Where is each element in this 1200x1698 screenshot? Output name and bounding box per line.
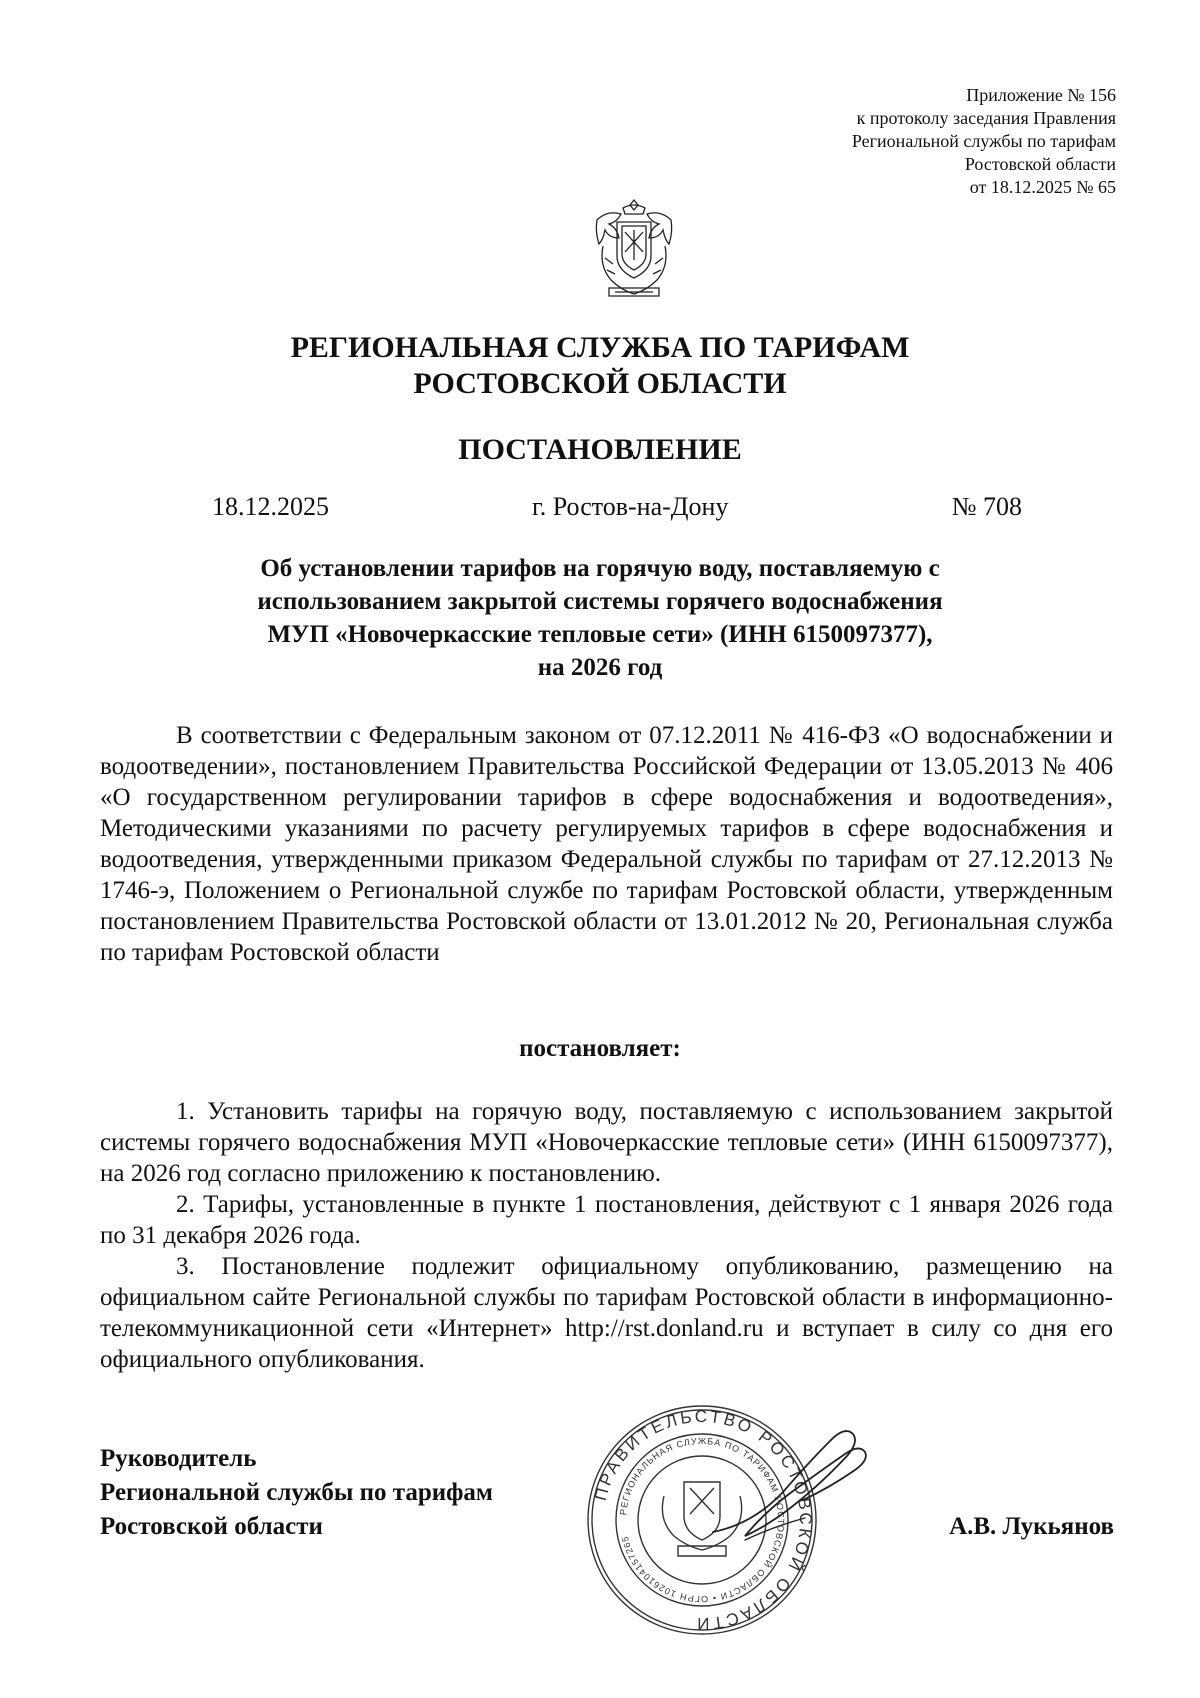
- seal-inner-text: РЕГИОНАЛЬНАЯ СЛУЖБА ПО ТАРИФАМ РОСТОВСКОЙ ОБЛАСТИ • ОГРН 1026104157265: [618, 1435, 787, 1605]
- resolution-item: 3. Постановление подлежит официальному опубликованию, размещению на официальном сайте Региональной службы по тарифам Ростовской области в информационно-телекоммуникационной сети «Интернет» http://rst.donland.ru и вступает в силу со дня его официального опубликования.: [100, 1253, 1113, 1373]
- document-type: ПОСТАНОВЛЕНИЕ: [458, 433, 742, 466]
- signer-title-line: Ростовской области: [100, 1513, 323, 1540]
- subject-line: использованием закрытой системы горячего водоснабжения: [257, 588, 943, 615]
- document-number: № 708: [951, 492, 1022, 521]
- annex-note: [852, 84, 1116, 199]
- annex-line: Приложение № 156: [966, 85, 1116, 105]
- org-line: РЕГИОНАЛЬНАЯ СЛУЖБА ПО ТАРИФАМ: [290, 331, 910, 364]
- document-date: 18.12.2025: [212, 492, 329, 521]
- document-meta: [212, 490, 1022, 524]
- resolution-item: 1. Установить тарифы на горячую воду, поставляемую с использованием закрытой системы горячего водоснабжения МУП «Новочеркасские тепловые сети» (ИНН 6150097377), на 2026 год согласно приложению к постановлению.: [100, 1098, 1113, 1187]
- subject-line: на 2026 год: [537, 654, 663, 681]
- preamble: [100, 720, 1113, 968]
- signer-title-line: Региональной службы по тарифам: [100, 1479, 493, 1506]
- signer-name: А.В. Лукьянов: [949, 1513, 1114, 1540]
- subject-line: МУП «Новочеркасские тепловые сети» (ИНН 6150097377),: [267, 621, 933, 648]
- resolves-heading: постановляет:: [519, 1035, 681, 1062]
- signer-title-line: Руководитель: [100, 1445, 257, 1472]
- organization-name: [0, 330, 1200, 402]
- annex-line: от 18.12.2025 № 65: [969, 177, 1116, 197]
- preamble-paragraph: В соответствии с Федеральным законом от 07.12.2011 № 416-ФЗ «О водоснабжении и водоотведении», постановлением Правительства Российской Федерации от 13.05.2013 № 406 «О государственном регулировании тарифов в сфере водоснабжения и водоотведения», Методическими указаниями по расчету регулируемых тарифов в сфере водоснабжения и водоотведения, утвержденными приказом Федеральной службы по тарифам от 27.12.2013 № 1746-э, Положением о Региональной службе по тарифам Ростовской области, утвержденным постановлением Правительства Ростовской области от 13.01.2012 № 20, Региональная служба по тарифам Ростовской области: [100, 722, 1113, 966]
- org-line: РОСТОВСКОЙ ОБЛАСТИ: [413, 367, 787, 400]
- annex-line: Региональной службы по тарифам: [851, 131, 1116, 151]
- annex-line: Ростовской области: [964, 154, 1116, 174]
- subject-line: Об установлении тарифов на горячую воду, поставляемую с: [260, 555, 940, 582]
- resolution-item: 2. Тарифы, установленные в пункте 1 постановления, действуют с 1 января 2026 года по 31 декабря 2026 года.: [100, 1191, 1113, 1249]
- handwritten-signature-icon: [705, 1420, 895, 1570]
- document-subject: [0, 552, 1200, 684]
- seal-outer-text: ПРАВИТЕЛЬСТВО РОСТОВСКОЙ ОБЛАСТИ: [590, 1406, 816, 1634]
- signer-title: [100, 1442, 493, 1544]
- resolution-items: [100, 1096, 1113, 1375]
- annex-line: к протоколу заседания Правления: [856, 108, 1116, 128]
- coat-of-arms-icon: [589, 196, 679, 302]
- document-city: г. Ростов-на-Дону: [532, 492, 729, 521]
